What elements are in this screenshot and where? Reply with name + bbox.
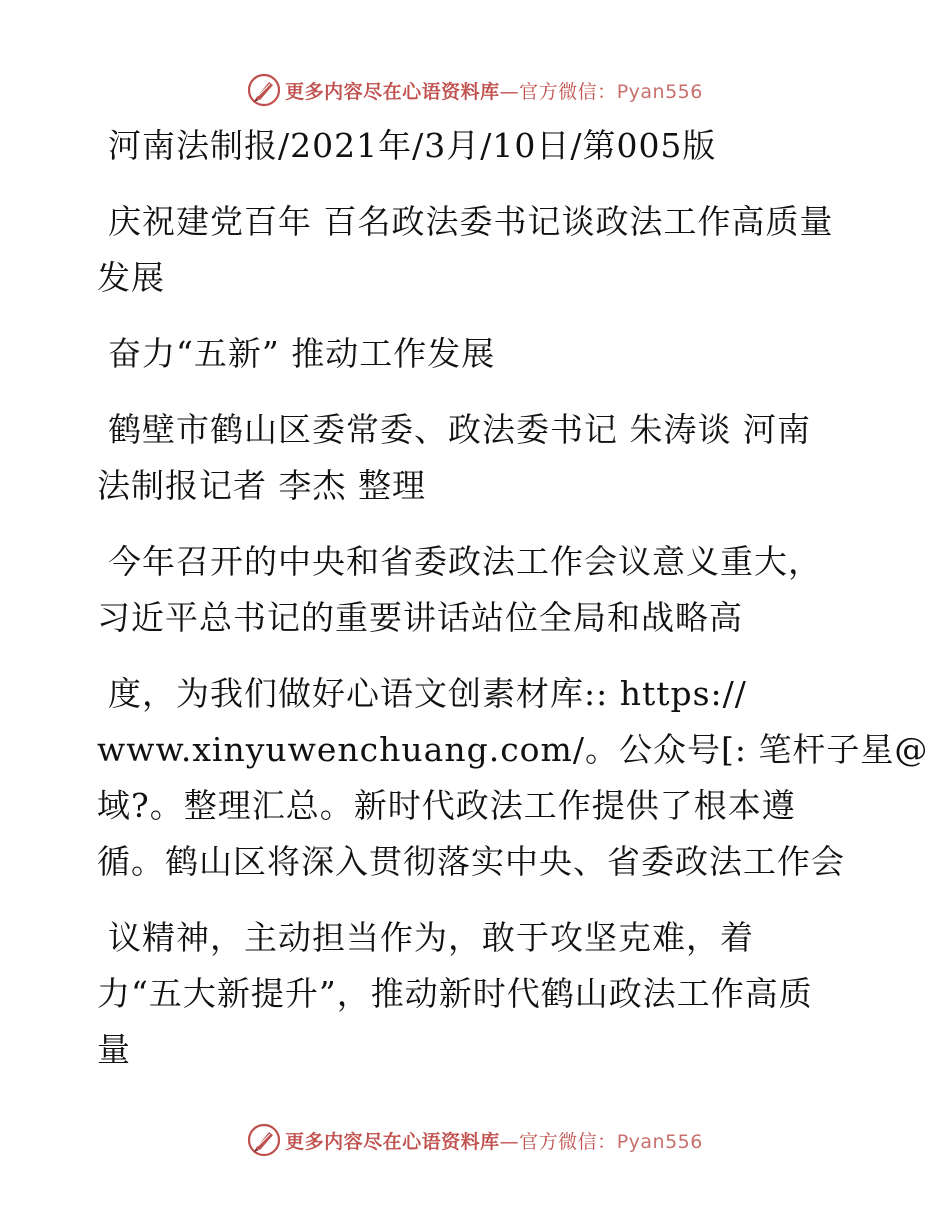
banner-wechat-label: 官方微信：	[519, 1130, 617, 1153]
article-body-line: 今年召开的中央和省委政法工作会议意义重大，	[108, 542, 822, 581]
article-column-line-2: 发展	[97, 258, 165, 297]
article-body-line: www.xinyuwenchuang.com/。公众号[: 笔杆子星@	[97, 730, 929, 769]
article-column-line-1: 庆祝建党百年 百名政法委书记谈政法工作高质量	[108, 202, 834, 241]
footer-watermark-banner	[0, 1120, 950, 1160]
quill-logo-icon	[247, 1123, 281, 1157]
article-body-line: 量	[97, 1030, 131, 1069]
article-byline-line-2: 法制报记者 李杰 整理	[97, 466, 426, 505]
article-body-line: 习近平总书记的重要讲话站位全局和战略高	[97, 598, 743, 637]
header-watermark-banner	[0, 70, 950, 110]
banner-dash: —	[499, 80, 520, 103]
article-body-line: 议精神，主动担当作为，敢于攻坚克难，着	[108, 918, 754, 957]
quill-logo-icon	[247, 73, 281, 107]
article-byline-line-1: 鹤壁市鹤山区委常委、政法委书记 朱涛谈 河南	[108, 410, 811, 449]
article-headline: 奋力“五新” 推动工作发展	[108, 334, 496, 373]
article-body-line: 力“五大新提升”，推动新时代鹤山政法工作高质	[97, 974, 813, 1013]
article-body-line: 域?。整理汇总。新时代政法工作提供了根本遵	[97, 786, 796, 825]
banner-wechat-id: Pyan556	[616, 80, 703, 103]
header-watermark-text	[285, 77, 703, 104]
article-body-line: 循。鹤山区将深入贯彻落实中央、省委政法工作会	[97, 842, 845, 881]
banner-wechat-id: Pyan556	[616, 1130, 703, 1153]
article-source: 河南法制报/2021年/3月/10日/第005版	[108, 126, 717, 165]
banner-dash: —	[499, 1130, 520, 1153]
footer-watermark-text	[285, 1127, 703, 1154]
banner-site-name: 更多内容尽在心语资料库	[285, 1130, 500, 1153]
banner-site-name: 更多内容尽在心语资料库	[285, 80, 500, 103]
banner-wechat-label: 官方微信：	[519, 80, 617, 103]
article-body-line: 度，为我们做好心语文创素材库:: https://	[108, 674, 747, 713]
